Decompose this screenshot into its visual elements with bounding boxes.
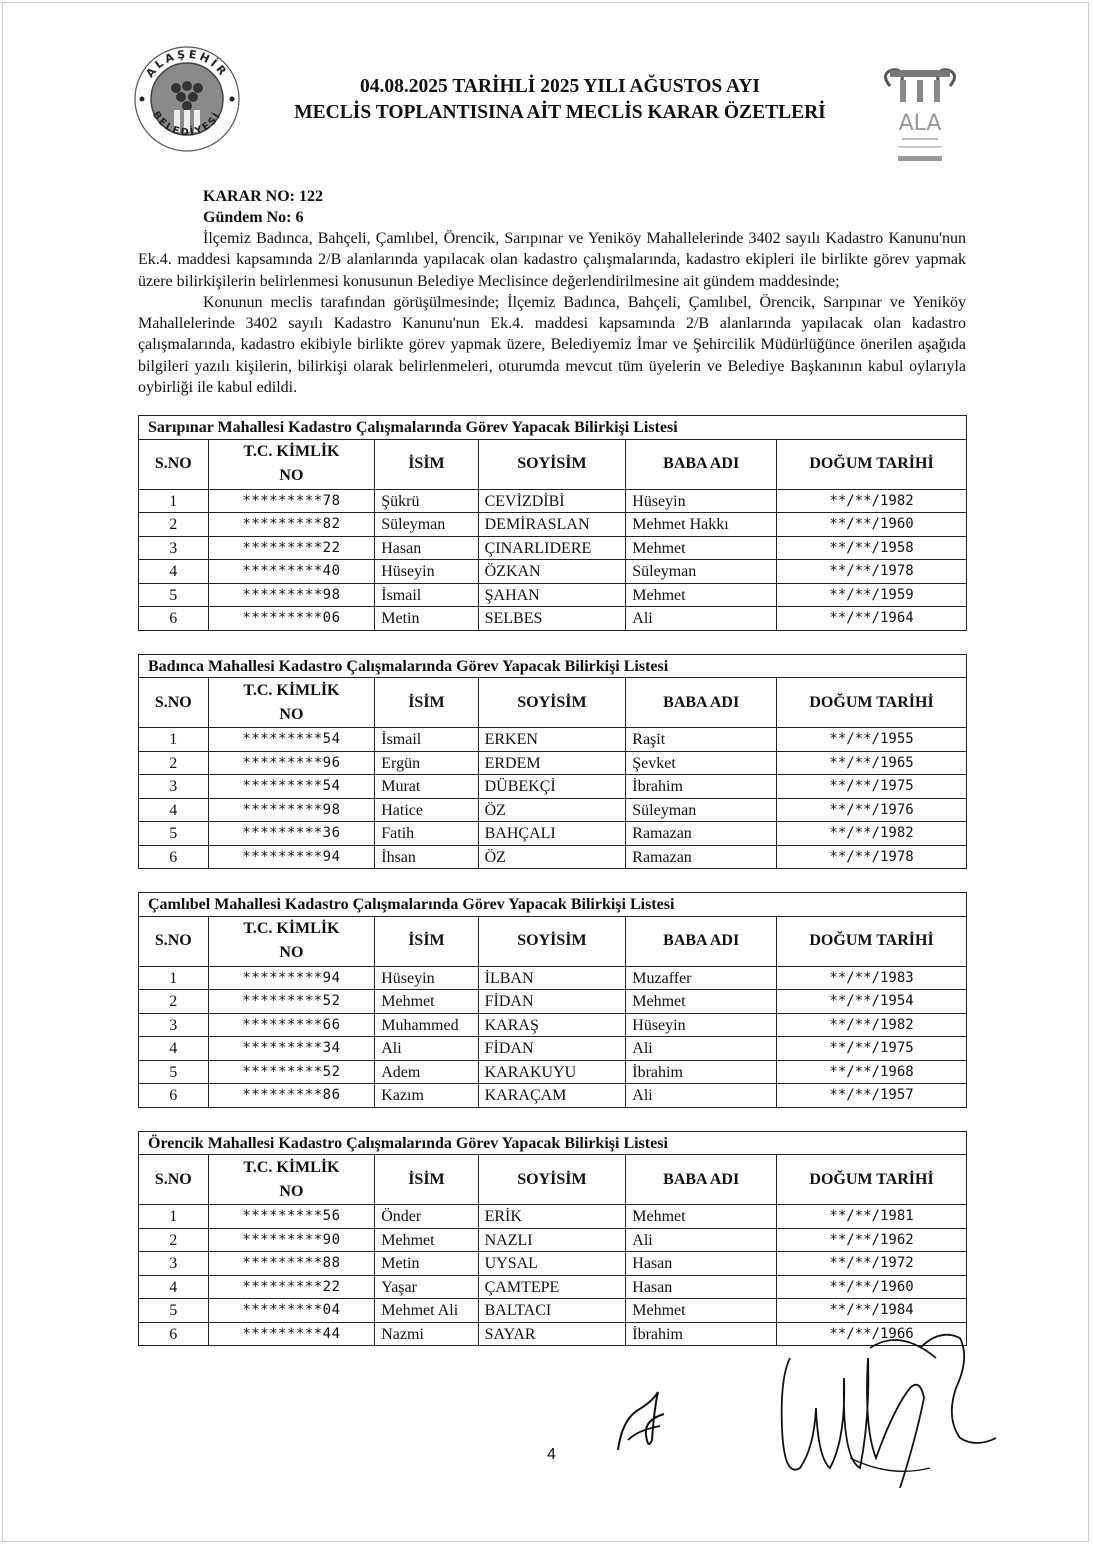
sno-cell: 2 — [139, 751, 209, 775]
soyisim-cell: DEMİRASLAN — [478, 513, 626, 537]
soyisim-cell: ÖZKAN — [478, 560, 626, 584]
dogum-tarihi-cell: **/**/1959 — [777, 583, 967, 607]
tc-kimlik-cell: *********34 — [208, 1037, 375, 1061]
baba-adi-cell: Ali — [626, 1228, 777, 1252]
title-line-1: 04.08.2025 TARİHLİ 2025 YILI AĞUSTOS AYI — [359, 76, 761, 97]
header-baba-adi: BABA ADI — [626, 678, 777, 728]
expert-table — [138, 892, 967, 1108]
baba-adi-cell: Süleyman — [626, 560, 777, 584]
soyisim-cell: SAYAR — [478, 1322, 626, 1346]
baba-adi-cell: Mehmet — [626, 583, 777, 607]
dogum-tarihi-cell: **/**/1964 — [777, 607, 967, 631]
sno-cell: 3 — [139, 536, 209, 560]
header-soyisim: SOYİSİM — [478, 439, 626, 489]
baba-adi-cell: Şevket — [626, 751, 777, 775]
table-row — [139, 489, 967, 513]
header-soyisim: SOYİSİM — [478, 678, 626, 728]
header-tc-kimlik: T.C. KİMLİK NO — [208, 439, 375, 489]
soyisim-cell: FİDAN — [478, 990, 626, 1014]
table-caption: Badınca Mahallesi Kadastro Çalışmalarında Görev Yapacak Bilirkişi Listesi — [139, 654, 967, 678]
document-title — [240, 74, 880, 126]
gundem-no: Gündem No: 6 — [203, 209, 304, 226]
table-row — [139, 1252, 967, 1276]
header-soyisim: SOYİSİM — [478, 916, 626, 966]
baba-adi-cell: İbrahim — [626, 775, 777, 799]
soyisim-cell: DÜBEKÇİ — [478, 775, 626, 799]
karar-no: KARAR NO: 122 — [203, 188, 323, 205]
isim-cell: Yaşar — [375, 1275, 478, 1299]
tc-kimlik-cell: *********52 — [208, 1060, 375, 1084]
dogum-tarihi-cell: **/**/1984 — [777, 1299, 967, 1323]
tc-kimlik-cell: *********36 — [208, 822, 375, 846]
table-row — [139, 1013, 967, 1037]
soyisim-cell: NAZLI — [478, 1228, 626, 1252]
isim-cell: Mehmet — [375, 990, 478, 1014]
baba-adi-cell: Süleyman — [626, 798, 777, 822]
table-row — [139, 1205, 967, 1229]
table-row — [139, 798, 967, 822]
table-row — [139, 1037, 967, 1061]
soyisim-cell: ERKEN — [478, 728, 626, 752]
soyisim-cell: ÇAMTEPE — [478, 1275, 626, 1299]
sno-cell: 3 — [139, 1252, 209, 1276]
baba-adi-cell: Ali — [626, 1084, 777, 1108]
soyisim-cell: KARAÇAM — [478, 1084, 626, 1108]
isim-cell: İsmail — [375, 583, 478, 607]
expert-table — [138, 1131, 967, 1347]
sno-cell: 1 — [139, 966, 209, 990]
title-line-2: MECLİS TOPLANTISINA AİT MECLİS KARAR ÖZETLERİ — [294, 102, 826, 123]
sno-cell: 3 — [139, 1013, 209, 1037]
tc-kimlik-cell: *********82 — [208, 513, 375, 537]
table-row — [139, 1228, 967, 1252]
sno-cell: 6 — [139, 607, 209, 631]
svg-text:BELEDİYESİ: BELEDİYESİ — [150, 109, 224, 139]
tc-kimlik-cell: *********54 — [208, 728, 375, 752]
tc-kimlik-cell: *********98 — [208, 798, 375, 822]
header-tc-kimlik: T.C. KİMLİK NO — [208, 916, 375, 966]
isim-cell: Murat — [375, 775, 478, 799]
header-dogum-tarihi: DOĞUM TARİHİ — [777, 439, 967, 489]
svg-text:ALAŞEHİR: ALAŞEHİR — [143, 47, 231, 80]
soyisim-cell: UYSAL — [478, 1252, 626, 1276]
dogum-tarihi-cell: **/**/1966 — [777, 1322, 967, 1346]
sno-cell: 2 — [139, 513, 209, 537]
isim-cell: Hatice — [375, 798, 478, 822]
isim-cell: Fatih — [375, 822, 478, 846]
soyisim-cell: KARAŞ — [478, 1013, 626, 1037]
tc-kimlik-cell: *********88 — [208, 1252, 375, 1276]
sno-cell: 4 — [139, 1275, 209, 1299]
baba-adi-cell: Hasan — [626, 1252, 777, 1276]
header-tc-kimlik: T.C. KİMLİK NO — [208, 1155, 375, 1205]
header-soyisim: SOYİSİM — [478, 1155, 626, 1205]
sno-cell: 3 — [139, 775, 209, 799]
baba-adi-cell: Muzaffer — [626, 966, 777, 990]
header-baba-adi: BABA ADI — [626, 916, 777, 966]
table-row — [139, 583, 967, 607]
dogum-tarihi-cell: **/**/1960 — [777, 513, 967, 537]
isim-cell: Hasan — [375, 536, 478, 560]
tc-kimlik-cell: *********06 — [208, 607, 375, 631]
dogum-tarihi-cell: **/**/1955 — [777, 728, 967, 752]
dogum-tarihi-cell: **/**/1954 — [777, 990, 967, 1014]
isim-cell: Metin — [375, 1252, 478, 1276]
table-row — [139, 775, 967, 799]
soyisim-cell: BALTACI — [478, 1299, 626, 1323]
tc-kimlik-cell: *********54 — [208, 775, 375, 799]
decision-paragraph: Konunun meclis tarafından görüşülmesinde; İlçemiz Badınca, Bahçeli, Çamlıbel, Örencik, Sarıpınar ve Yeniköy Mahallelerinde 3402 sayılı Kadastro Kanunu'nun Ek.4. maddesi kapsamında 2/B alanlarında yapılacak olan kadastro çalışmalarında, kadastro ekibiyle birlikte görev yapmak üzere, Belediyemiz İmar ve Şehircilik Müdürlüğünce önerilen aşağıda bilgileri yazılı kişilerin, bilirkişi olarak belirlenmeleri, oturumda mevcut tüm üyelerin ve Belediye Başkanının kabul oylarıyla oybirliği ile kabul edildi. — [138, 293, 966, 397]
tc-kimlik-cell: *********94 — [208, 966, 375, 990]
table-caption: Sarıpınar Mahallesi Kadastro Çalışmalarında Görev Yapacak Bilirkişi Listesi — [139, 416, 967, 440]
sno-cell: 2 — [139, 990, 209, 1014]
sno-cell: 1 — [139, 728, 209, 752]
header-isim: İSİM — [375, 439, 478, 489]
baba-adi-cell: Mehmet — [626, 990, 777, 1014]
isim-cell: Metin — [375, 607, 478, 631]
baba-adi-cell: Ramazan — [626, 845, 777, 869]
isim-cell: Muhammed — [375, 1013, 478, 1037]
header-isim: İSİM — [375, 1155, 478, 1205]
isim-cell: Önder — [375, 1205, 478, 1229]
dogum-tarihi-cell: **/**/1965 — [777, 751, 967, 775]
dogum-tarihi-cell: **/**/1982 — [777, 1013, 967, 1037]
tc-kimlik-cell: *********66 — [208, 1013, 375, 1037]
table-row — [139, 728, 967, 752]
dogum-tarihi-cell: **/**/1958 — [777, 536, 967, 560]
table-caption: Örencik Mahallesi Kadastro Çalışmalarında Görev Yapacak Bilirkişi Listesi — [139, 1131, 967, 1155]
isim-cell: Nazmi — [375, 1322, 478, 1346]
header-sno: S.NO — [139, 1155, 209, 1205]
dogum-tarihi-cell: **/**/1978 — [777, 845, 967, 869]
tc-kimlik-cell: *********44 — [208, 1322, 375, 1346]
tc-kimlik-cell: *********94 — [208, 845, 375, 869]
table-row — [139, 607, 967, 631]
expert-table — [138, 415, 967, 631]
soyisim-cell: ÖZ — [478, 798, 626, 822]
document-header — [0, 40, 1093, 150]
sno-cell: 6 — [139, 845, 209, 869]
tc-kimlik-cell: *********78 — [208, 489, 375, 513]
agenda-paragraph: İlçemiz Badınca, Bahçeli, Çamlıbel, Örencik, Sarıpınar ve Yeniköy Mahallelerinde 3402 sayılı Kadastro Kanunu'nun Ek.4. maddesi kapsamında 2/B alanlarında yapılacak olan kadastro çalışmalarında, kadastro ekipleri ile birlikte görev yapmak üzere bilirkişilerin belirlenmesi konusunun Belediye Meclisince değerlendirilmesine ait gündem maddesinde; — [138, 230, 966, 290]
dogum-tarihi-cell: **/**/1957 — [777, 1084, 967, 1108]
sno-cell: 5 — [139, 1060, 209, 1084]
tc-kimlik-cell: *********22 — [208, 1275, 375, 1299]
header-dogum-tarihi: DOĞUM TARİHİ — [777, 1155, 967, 1205]
sno-cell: 4 — [139, 560, 209, 584]
municipality-seal-logo — [132, 44, 242, 154]
baba-adi-cell: İbrahim — [626, 1322, 777, 1346]
header-dogum-tarihi: DOĞUM TARİHİ — [777, 678, 967, 728]
soyisim-cell: CEVİZDİBİ — [478, 489, 626, 513]
baba-adi-cell: Mehmet — [626, 536, 777, 560]
svg-text:ALA: ALA — [898, 111, 942, 136]
header-isim: İSİM — [375, 916, 478, 966]
dogum-tarihi-cell: **/**/1960 — [777, 1275, 967, 1299]
isim-cell: Mehmet — [375, 1228, 478, 1252]
table-row — [139, 513, 967, 537]
isim-cell: Ali — [375, 1037, 478, 1061]
tc-kimlik-cell: *********04 — [208, 1299, 375, 1323]
table-row — [139, 966, 967, 990]
table-row — [139, 1060, 967, 1084]
header-sno: S.NO — [139, 678, 209, 728]
baba-adi-cell: Raşit — [626, 728, 777, 752]
table-row — [139, 1275, 967, 1299]
baba-adi-cell: Hasan — [626, 1275, 777, 1299]
soyisim-cell: BAHÇALI — [478, 822, 626, 846]
sno-cell: 1 — [139, 489, 209, 513]
expert-table — [138, 654, 967, 870]
soyisim-cell: KARAKUYU — [478, 1060, 626, 1084]
baba-adi-cell: Hüseyin — [626, 489, 777, 513]
baba-adi-cell: Ali — [626, 1037, 777, 1061]
baba-adi-cell: Mehmet — [626, 1205, 777, 1229]
baba-adi-cell: Ali — [626, 607, 777, 631]
dogum-tarihi-cell: **/**/1981 — [777, 1205, 967, 1229]
table-row — [139, 845, 967, 869]
soyisim-cell: ÇINARLIDERE — [478, 536, 626, 560]
table-caption: Çamlıbel Mahallesi Kadastro Çalışmalarında Görev Yapacak Bilirkişi Listesi — [139, 893, 967, 917]
signature — [760, 1318, 1010, 1508]
dogum-tarihi-cell: **/**/1976 — [777, 798, 967, 822]
tc-kimlik-cell: *********52 — [208, 990, 375, 1014]
dogum-tarihi-cell: **/**/1982 — [777, 489, 967, 513]
dogum-tarihi-cell: **/**/1983 — [777, 966, 967, 990]
signature-initial — [608, 1380, 678, 1460]
table-row — [139, 822, 967, 846]
sno-cell: 5 — [139, 822, 209, 846]
dogum-tarihi-cell: **/**/1975 — [777, 775, 967, 799]
baba-adi-cell: Hüseyin — [626, 1013, 777, 1037]
header-baba-adi: BABA ADI — [626, 1155, 777, 1205]
isim-cell: Ergün — [375, 751, 478, 775]
soyisim-cell: ÖZ — [478, 845, 626, 869]
baba-adi-cell: İbrahim — [626, 1060, 777, 1084]
page-number: 4 — [547, 1446, 556, 1463]
header-dogum-tarihi: DOĞUM TARİHİ — [777, 916, 967, 966]
dogum-tarihi-cell: **/**/1968 — [777, 1060, 967, 1084]
header-sno: S.NO — [139, 439, 209, 489]
sno-cell: 4 — [139, 1037, 209, 1061]
baba-adi-cell: Mehmet — [626, 1299, 777, 1323]
header-tc-kimlik: T.C. KİMLİK NO — [208, 678, 375, 728]
tc-kimlik-cell: *********90 — [208, 1228, 375, 1252]
header-isim: İSİM — [375, 678, 478, 728]
tc-kimlik-cell: *********40 — [208, 560, 375, 584]
soyisim-cell: SELBES — [478, 607, 626, 631]
soyisim-cell: FİDAN — [478, 1037, 626, 1061]
header-sno: S.NO — [139, 916, 209, 966]
expert-tables — [138, 415, 966, 1346]
tc-kimlik-cell: *********22 — [208, 536, 375, 560]
sno-cell: 2 — [139, 1228, 209, 1252]
sno-cell: 5 — [139, 1299, 209, 1323]
isim-cell: Şükrü — [375, 489, 478, 513]
table-row — [139, 751, 967, 775]
isim-cell: Kazım — [375, 1084, 478, 1108]
isim-cell: İsmail — [375, 728, 478, 752]
soyisim-cell: ERİK — [478, 1205, 626, 1229]
dogum-tarihi-cell: **/**/1978 — [777, 560, 967, 584]
tc-kimlik-cell: *********86 — [208, 1084, 375, 1108]
dogum-tarihi-cell: **/**/1962 — [777, 1228, 967, 1252]
isim-cell: Mehmet Ali — [375, 1299, 478, 1323]
isim-cell: Hüseyin — [375, 966, 478, 990]
soyisim-cell: ERDEM — [478, 751, 626, 775]
isim-cell: Hüseyin — [375, 560, 478, 584]
sno-cell: 4 — [139, 798, 209, 822]
header-baba-adi: BABA ADI — [626, 439, 777, 489]
baba-adi-cell: Ramazan — [626, 822, 777, 846]
isim-cell: Süleyman — [375, 513, 478, 537]
table-row — [139, 536, 967, 560]
tc-kimlik-cell: *********96 — [208, 751, 375, 775]
table-row — [139, 1084, 967, 1108]
sno-cell: 1 — [139, 1205, 209, 1229]
baba-adi-cell: Mehmet Hakkı — [626, 513, 777, 537]
tc-kimlik-cell: *********98 — [208, 583, 375, 607]
soyisim-cell: İLBAN — [478, 966, 626, 990]
soyisim-cell: ŞAHAN — [478, 583, 626, 607]
sno-cell: 6 — [139, 1322, 209, 1346]
dogum-tarihi-cell: **/**/1975 — [777, 1037, 967, 1061]
tc-kimlik-cell: *********56 — [208, 1205, 375, 1229]
isim-cell: İhsan — [375, 845, 478, 869]
table-row — [139, 560, 967, 584]
sno-cell: 5 — [139, 583, 209, 607]
dogum-tarihi-cell: **/**/1982 — [777, 822, 967, 846]
sno-cell: 6 — [139, 1084, 209, 1108]
decision-content — [138, 186, 966, 1369]
ala-column-logo — [876, 66, 964, 172]
dogum-tarihi-cell: **/**/1972 — [777, 1252, 967, 1276]
table-row — [139, 990, 967, 1014]
isim-cell: Adem — [375, 1060, 478, 1084]
